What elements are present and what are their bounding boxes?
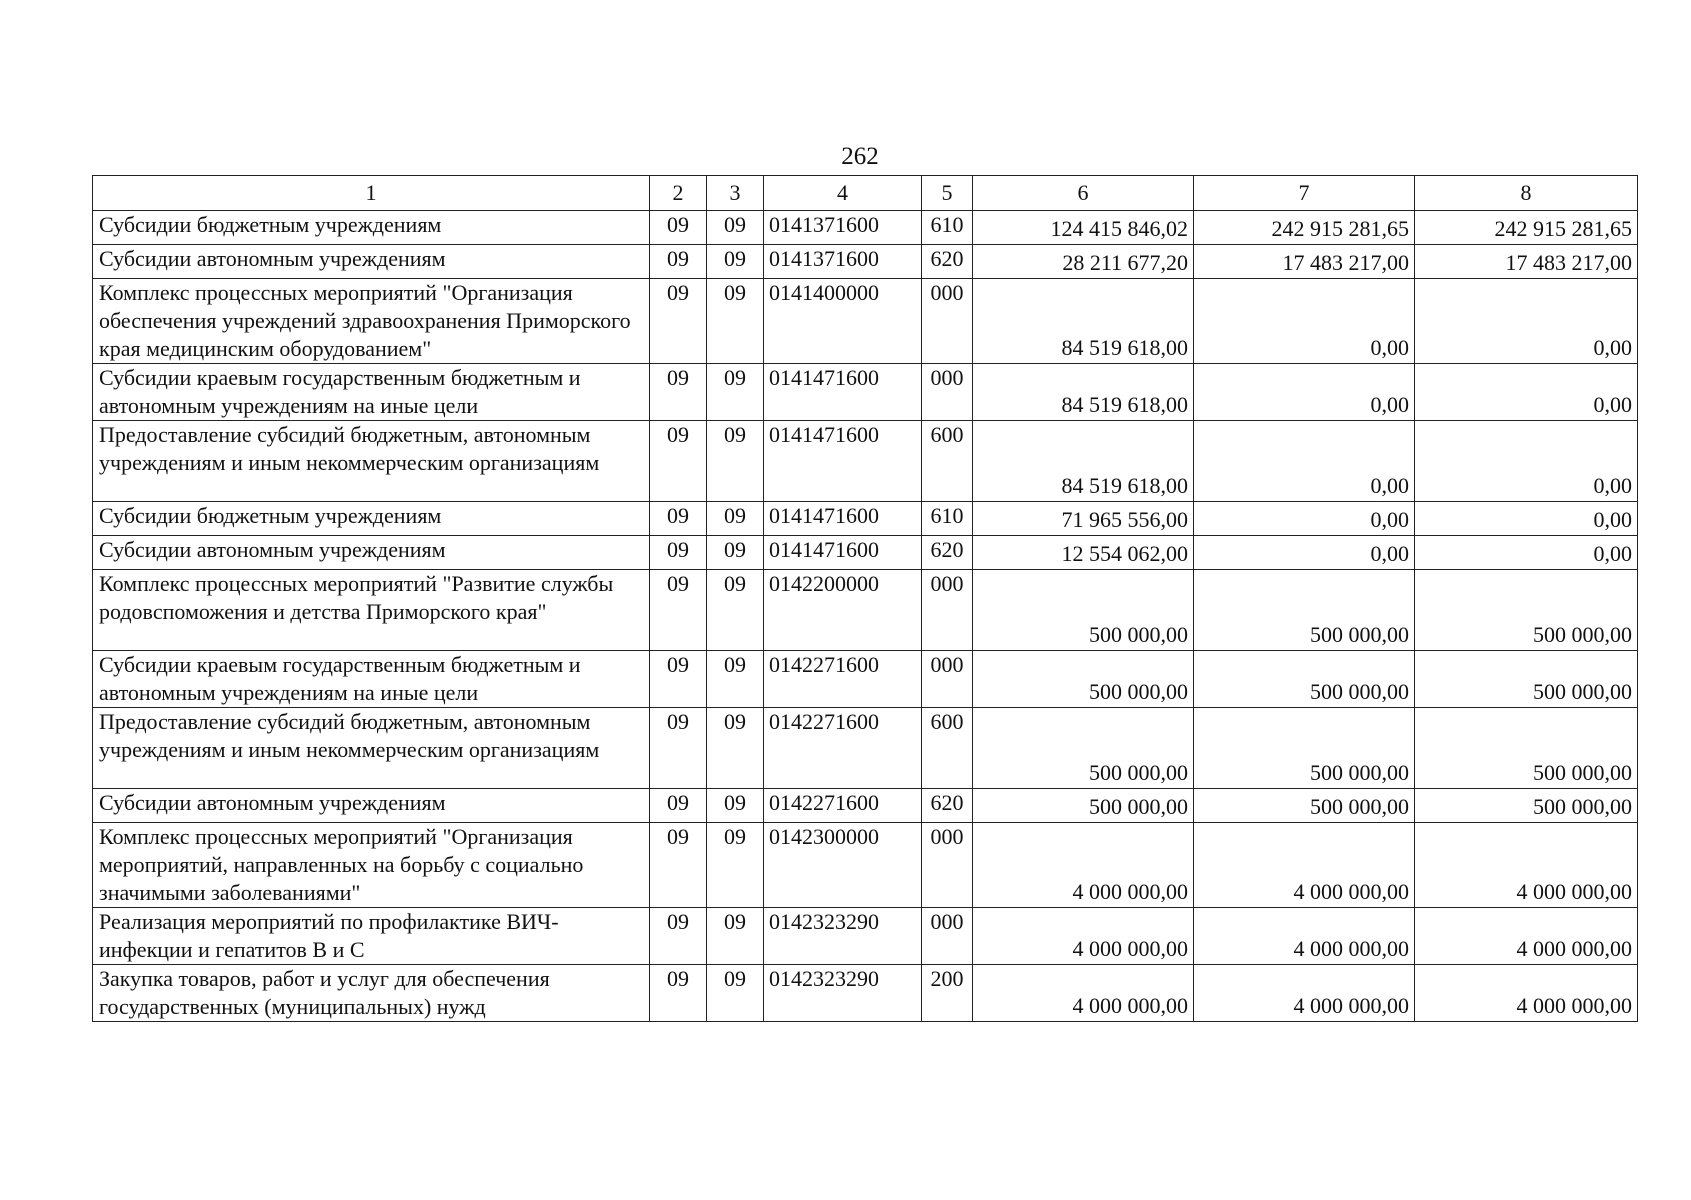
expense-type-code: 620: [922, 536, 973, 570]
row-description: Реализация мероприятий по профилактике ВИЧ-инфекции и гепатитов В и С: [93, 908, 650, 965]
row-description: Предоставление субсидий бюджетным, автономным учреждениям и иным некоммерческим организациям: [93, 421, 650, 502]
amount-col-8: 4 000 000,00: [1415, 908, 1638, 965]
section-code: 09: [650, 908, 707, 965]
amount-col-8: 500 000,00: [1415, 570, 1638, 651]
amount-col-6: 500 000,00: [973, 570, 1194, 651]
amount-col-6: 84 519 618,00: [973, 364, 1194, 421]
amount-col-6: 124 415 846,02: [973, 211, 1194, 245]
table-row: [93, 211, 1638, 245]
column-number-row: [93, 176, 1638, 211]
subsection-code: 09: [707, 965, 764, 1022]
amount-col-8: 17 483 217,00: [1415, 245, 1638, 279]
amount-col-7: 0,00: [1194, 536, 1415, 570]
table-row: [93, 279, 1638, 364]
section-code: 09: [650, 536, 707, 570]
section-code: 09: [650, 570, 707, 651]
expense-type-code: 610: [922, 502, 973, 536]
column-header-3: 3: [707, 176, 764, 211]
row-description: Субсидии автономным учреждениям: [93, 245, 650, 279]
table-row: [93, 708, 1638, 789]
amount-col-8: 500 000,00: [1415, 789, 1638, 823]
subsection-code: 09: [707, 789, 764, 823]
section-code: 09: [650, 421, 707, 502]
subsection-code: 09: [707, 570, 764, 651]
target-article-code: 0142271600: [764, 708, 922, 789]
section-code: 09: [650, 823, 707, 908]
column-header-2: 2: [650, 176, 707, 211]
row-description: Субсидии бюджетным учреждениям: [93, 502, 650, 536]
target-article-code: 0142300000: [764, 823, 922, 908]
expense-type-code: 000: [922, 279, 973, 364]
expense-type-code: 000: [922, 908, 973, 965]
subsection-code: 09: [707, 536, 764, 570]
expense-type-code: 000: [922, 364, 973, 421]
subsection-code: 09: [707, 421, 764, 502]
amount-col-7: 17 483 217,00: [1194, 245, 1415, 279]
amount-col-7: 242 915 281,65: [1194, 211, 1415, 245]
row-description: Комплекс процессных мероприятий "Развитие службы родовспоможения и детства Приморского края": [93, 570, 650, 651]
subsection-code: 09: [707, 364, 764, 421]
row-description: Закупка товаров, работ и услуг для обеспечения государственных (муниципальных) нужд: [93, 965, 650, 1022]
amount-col-7: 0,00: [1194, 502, 1415, 536]
target-article-code: 0141471600: [764, 421, 922, 502]
target-article-code: 0141471600: [764, 502, 922, 536]
column-header-7: 7: [1194, 176, 1415, 211]
target-article-code: 0142323290: [764, 908, 922, 965]
expense-type-code: 610: [922, 211, 973, 245]
subsection-code: 09: [707, 502, 764, 536]
row-description: Комплекс процессных мероприятий "Организация мероприятий, направленных на борьбу с социально значимыми заболеваниями": [93, 823, 650, 908]
amount-col-8: 4 000 000,00: [1415, 965, 1638, 1022]
amount-col-8: 242 915 281,65: [1415, 211, 1638, 245]
expense-type-code: 200: [922, 965, 973, 1022]
table-body: [93, 211, 1638, 1022]
section-code: 09: [650, 364, 707, 421]
target-article-code: 0142271600: [764, 651, 922, 708]
target-article-code: 0141471600: [764, 364, 922, 421]
amount-col-7: 500 000,00: [1194, 651, 1415, 708]
expense-type-code: 600: [922, 708, 973, 789]
target-article-code: 0141371600: [764, 211, 922, 245]
section-code: 09: [650, 502, 707, 536]
amount-col-7: 4 000 000,00: [1194, 965, 1415, 1022]
amount-col-7: 4 000 000,00: [1194, 823, 1415, 908]
amount-col-7: 500 000,00: [1194, 708, 1415, 789]
row-description: Субсидии автономным учреждениям: [93, 789, 650, 823]
column-header-4: 4: [764, 176, 922, 211]
subsection-code: 09: [707, 708, 764, 789]
table-row: [93, 965, 1638, 1022]
row-description: Комплекс процессных мероприятий "Организация обеспечения учреждений здравоохранения Приморского края медицинским оборудованием": [93, 279, 650, 364]
amount-col-8: 500 000,00: [1415, 651, 1638, 708]
section-code: 09: [650, 651, 707, 708]
amount-col-8: 0,00: [1415, 279, 1638, 364]
section-code: 09: [650, 708, 707, 789]
table-row: [93, 570, 1638, 651]
section-code: 09: [650, 965, 707, 1022]
subsection-code: 09: [707, 823, 764, 908]
amount-col-7: 500 000,00: [1194, 789, 1415, 823]
column-header-6: 6: [973, 176, 1194, 211]
amount-col-7: 500 000,00: [1194, 570, 1415, 651]
amount-col-7: 0,00: [1194, 279, 1415, 364]
target-article-code: 0142323290: [764, 965, 922, 1022]
table-row: [93, 789, 1638, 823]
amount-col-6: 84 519 618,00: [973, 421, 1194, 502]
amount-col-6: 28 211 677,20: [973, 245, 1194, 279]
subsection-code: 09: [707, 211, 764, 245]
amount-col-8: 4 000 000,00: [1415, 823, 1638, 908]
expense-type-code: 000: [922, 823, 973, 908]
subsection-code: 09: [707, 245, 764, 279]
amount-col-6: 500 000,00: [973, 789, 1194, 823]
table-row: [93, 364, 1638, 421]
column-header-8: 8: [1415, 176, 1638, 211]
expense-type-code: 000: [922, 570, 973, 651]
budget-table: [92, 175, 1638, 1022]
row-description: Субсидии бюджетным учреждениям: [93, 211, 650, 245]
section-code: 09: [650, 245, 707, 279]
amount-col-6: 71 965 556,00: [973, 502, 1194, 536]
subsection-code: 09: [707, 279, 764, 364]
row-description: Субсидии краевым государственным бюджетным и автономным учреждениям на иные цели: [93, 651, 650, 708]
target-article-code: 0142271600: [764, 789, 922, 823]
table-row: [93, 908, 1638, 965]
target-article-code: 0141471600: [764, 536, 922, 570]
expense-type-code: 600: [922, 421, 973, 502]
table-row: [93, 651, 1638, 708]
table-row: [93, 536, 1638, 570]
section-code: 09: [650, 789, 707, 823]
target-article-code: 0141371600: [764, 245, 922, 279]
subsection-code: 09: [707, 651, 764, 708]
amount-col-8: 0,00: [1415, 364, 1638, 421]
amount-col-7: 0,00: [1194, 421, 1415, 502]
expense-type-code: 000: [922, 651, 973, 708]
row-description: Предоставление субсидий бюджетным, автономным учреждениям и иным некоммерческим организациям: [93, 708, 650, 789]
amount-col-6: 12 554 062,00: [973, 536, 1194, 570]
target-article-code: 0141400000: [764, 279, 922, 364]
row-description: Субсидии краевым государственным бюджетным и автономным учреждениям на иные цели: [93, 364, 650, 421]
amount-col-8: 500 000,00: [1415, 708, 1638, 789]
amount-col-6: 500 000,00: [973, 708, 1194, 789]
section-code: 09: [650, 279, 707, 364]
subsection-code: 09: [707, 908, 764, 965]
column-header-5: 5: [922, 176, 973, 211]
expense-type-code: 620: [922, 789, 973, 823]
amount-col-6: 4 000 000,00: [973, 908, 1194, 965]
page-number: 262: [841, 143, 879, 170]
expense-type-code: 620: [922, 245, 973, 279]
amount-col-7: 4 000 000,00: [1194, 908, 1415, 965]
amount-col-6: 4 000 000,00: [973, 965, 1194, 1022]
table-header: [93, 176, 1638, 211]
table-row: [93, 421, 1638, 502]
target-article-code: 0142200000: [764, 570, 922, 651]
amount-col-6: 500 000,00: [973, 651, 1194, 708]
table-row: [93, 245, 1638, 279]
row-description: Субсидии автономным учреждениям: [93, 536, 650, 570]
amount-col-7: 0,00: [1194, 364, 1415, 421]
amount-col-8: 0,00: [1415, 502, 1638, 536]
table-row: [93, 502, 1638, 536]
section-code: 09: [650, 211, 707, 245]
table-row: [93, 823, 1638, 908]
amount-col-6: 4 000 000,00: [973, 823, 1194, 908]
amount-col-8: 0,00: [1415, 536, 1638, 570]
amount-col-8: 0,00: [1415, 421, 1638, 502]
column-header-1: 1: [93, 176, 650, 211]
amount-col-6: 84 519 618,00: [973, 279, 1194, 364]
